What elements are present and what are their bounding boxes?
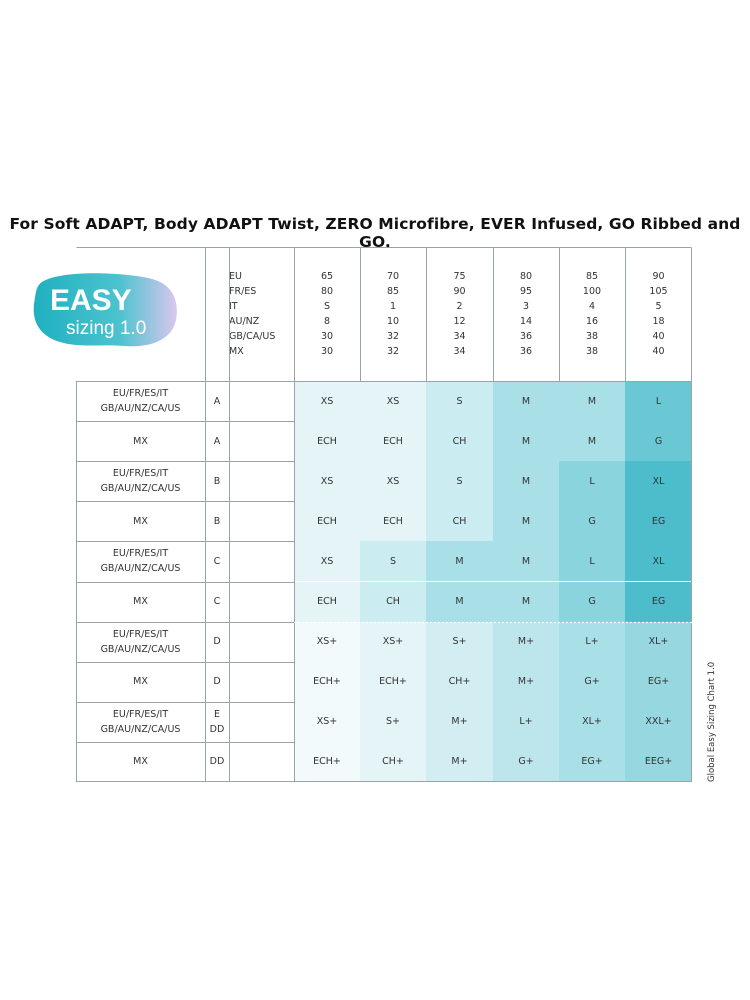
size-cell: L [559, 461, 625, 501]
logo-sizing: sizing 1.0 [66, 318, 147, 339]
cell-line: A [213, 395, 221, 407]
size-cell: CH+ [360, 742, 426, 782]
cell-line: FR/ES [229, 286, 257, 297]
size-cell: M [493, 421, 559, 461]
size-cell: CH [360, 582, 426, 622]
cell-line: 36 [519, 346, 533, 357]
size-cell: M [559, 421, 625, 461]
size-cell: ECH+ [294, 662, 360, 702]
easy-sizing-logo [30, 268, 180, 350]
cell-line: 40 [652, 331, 665, 342]
cell-line: 85 [585, 271, 599, 282]
cell-line: IT [229, 301, 238, 312]
cell-line: E [213, 708, 220, 720]
size-cell: M [426, 541, 493, 581]
cell-line: 90 [453, 286, 466, 297]
cell-line: EU/FR/ES/IT [112, 708, 169, 720]
size-cell: XS+ [294, 622, 360, 662]
cell-line: 3 [522, 301, 530, 312]
cell-line: 34 [453, 331, 466, 342]
size-cell: XS [360, 461, 426, 501]
cell-line: EU/FR/ES/IT [112, 468, 169, 480]
cell-line: 32 [386, 346, 400, 357]
cell-line: GB/AU/NZ/CA/US [100, 723, 181, 735]
logo-easy: EASY [50, 284, 132, 317]
size-cell: S [426, 461, 493, 501]
size-cell: XS+ [294, 702, 360, 742]
cell-line: 4 [588, 301, 596, 312]
cell-line: MX [133, 435, 148, 447]
size-cell: L+ [493, 702, 559, 742]
size-cell: XL [625, 541, 692, 581]
cell-line: 70 [386, 271, 400, 282]
size-cell: EG [625, 501, 692, 541]
size-cell: M [426, 582, 493, 622]
cell-line: GB/AU/NZ/CA/US [100, 403, 181, 415]
size-cell: EG+ [625, 662, 692, 702]
cell-line: 2 [456, 301, 463, 312]
side-label: Global Easy Sizing Chart 1.0 [707, 661, 717, 782]
size-cell: L [625, 381, 692, 421]
cell-line: EU/FR/ES/IT [112, 628, 169, 640]
size-cell: L [559, 541, 625, 581]
cell-line: 10 [386, 316, 400, 327]
cell-line: 75 [453, 271, 466, 282]
size-cell: XL+ [625, 622, 692, 662]
cell-line: MX [133, 756, 148, 768]
cell-line: 30 [320, 331, 334, 342]
cell-line: GB/AU/NZ/CA/US [100, 643, 181, 655]
cell-line: 30 [320, 346, 334, 357]
size-cell: M [493, 582, 559, 622]
size-cell: EEG+ [625, 742, 692, 782]
cell-line: GB/AU/NZ/CA/US [100, 563, 181, 575]
size-cell: G+ [493, 742, 559, 782]
size-cell: S [360, 541, 426, 581]
size-cell: M [493, 541, 559, 581]
cell-line: EU [229, 271, 242, 282]
cell-line: 34 [453, 346, 466, 357]
cell-line: D [213, 676, 221, 688]
cell-line: DD [209, 723, 225, 735]
size-cell: M [493, 381, 559, 421]
size-cell: ECH [360, 421, 426, 461]
cell-line: 65 [320, 271, 334, 282]
cell-line: GB/CA/US [229, 331, 276, 342]
size-cell: XXL+ [625, 702, 692, 742]
cell-line: EU/FR/ES/IT [112, 548, 169, 560]
size-cell: G [625, 421, 692, 461]
cell-line: 18 [652, 316, 665, 327]
cell-line: S [323, 301, 331, 312]
size-cell: M [559, 381, 625, 421]
size-cell: ECH [294, 421, 360, 461]
size-cell: ECH [294, 582, 360, 622]
size-cell: G [559, 501, 625, 541]
size-cell: S+ [426, 622, 493, 662]
cell-line: 100 [582, 286, 602, 297]
cell-line: 14 [519, 316, 533, 327]
size-cell: G+ [559, 662, 625, 702]
size-cell: M+ [426, 742, 493, 782]
size-cell: ECH+ [294, 742, 360, 782]
size-cell: XL [625, 461, 692, 501]
size-cell: XS+ [360, 622, 426, 662]
size-cell: XS [294, 381, 360, 421]
cell-line: A [213, 435, 221, 447]
size-cell: M [493, 461, 559, 501]
size-cell: XS [294, 461, 360, 501]
size-cell: M+ [426, 702, 493, 742]
cell-line: 1 [389, 301, 397, 312]
size-cell: S [426, 381, 493, 421]
size-cell: G [559, 582, 625, 622]
size-cell: XS [360, 381, 426, 421]
cell-line: C [213, 596, 221, 608]
size-cell: CH+ [426, 662, 493, 702]
size-cell: ECH+ [360, 662, 426, 702]
cell-line: 5 [655, 301, 662, 312]
cell-line: 80 [519, 271, 533, 282]
size-cell: L+ [559, 622, 625, 662]
cell-line: MX [133, 676, 148, 688]
cell-line: 38 [585, 346, 599, 357]
size-chart [50, 247, 692, 782]
cell-line: 16 [585, 316, 599, 327]
cell-line: B [213, 475, 221, 487]
cell-line: 95 [519, 286, 533, 297]
size-cell: XL+ [559, 702, 625, 742]
size-cell: CH [426, 501, 493, 541]
cell-line: AU/NZ [229, 316, 260, 327]
cell-line: MX [229, 346, 244, 357]
cell-line: MX [133, 515, 148, 527]
size-cell: ECH [360, 501, 426, 541]
size-cell: EG+ [559, 742, 625, 782]
size-cell: CH [426, 421, 493, 461]
size-cell: ECH [294, 501, 360, 541]
cell-line: 38 [585, 331, 599, 342]
chart-title: For Soft ADAPT, Body ADAPT Twist, ZERO Microfibre, EVER Infused, GO Ribbed and GO. [9, 215, 741, 251]
size-cell: S+ [360, 702, 426, 742]
size-cell: XS [294, 541, 360, 581]
cell-line: D [213, 636, 221, 648]
cell-line: 105 [649, 286, 668, 297]
cell-line: 8 [323, 316, 331, 327]
cell-line: B [213, 515, 221, 527]
cell-line: 36 [519, 331, 533, 342]
cell-line: MX [133, 596, 148, 608]
cell-line: 12 [453, 316, 466, 327]
size-cell: M [493, 501, 559, 541]
cell-line: DD [209, 756, 225, 768]
cell-line: GB/AU/NZ/CA/US [100, 483, 181, 495]
cell-line: 90 [652, 271, 665, 282]
cell-line: 80 [320, 286, 334, 297]
cell-line: 40 [652, 346, 665, 357]
size-cell: M+ [493, 622, 559, 662]
cell-line: 32 [386, 331, 400, 342]
cell-line: 85 [386, 286, 400, 297]
cell-line: C [213, 555, 221, 567]
size-cell: EG [625, 582, 692, 622]
cell-line: EU/FR/ES/IT [112, 388, 169, 400]
size-cell: M+ [493, 662, 559, 702]
